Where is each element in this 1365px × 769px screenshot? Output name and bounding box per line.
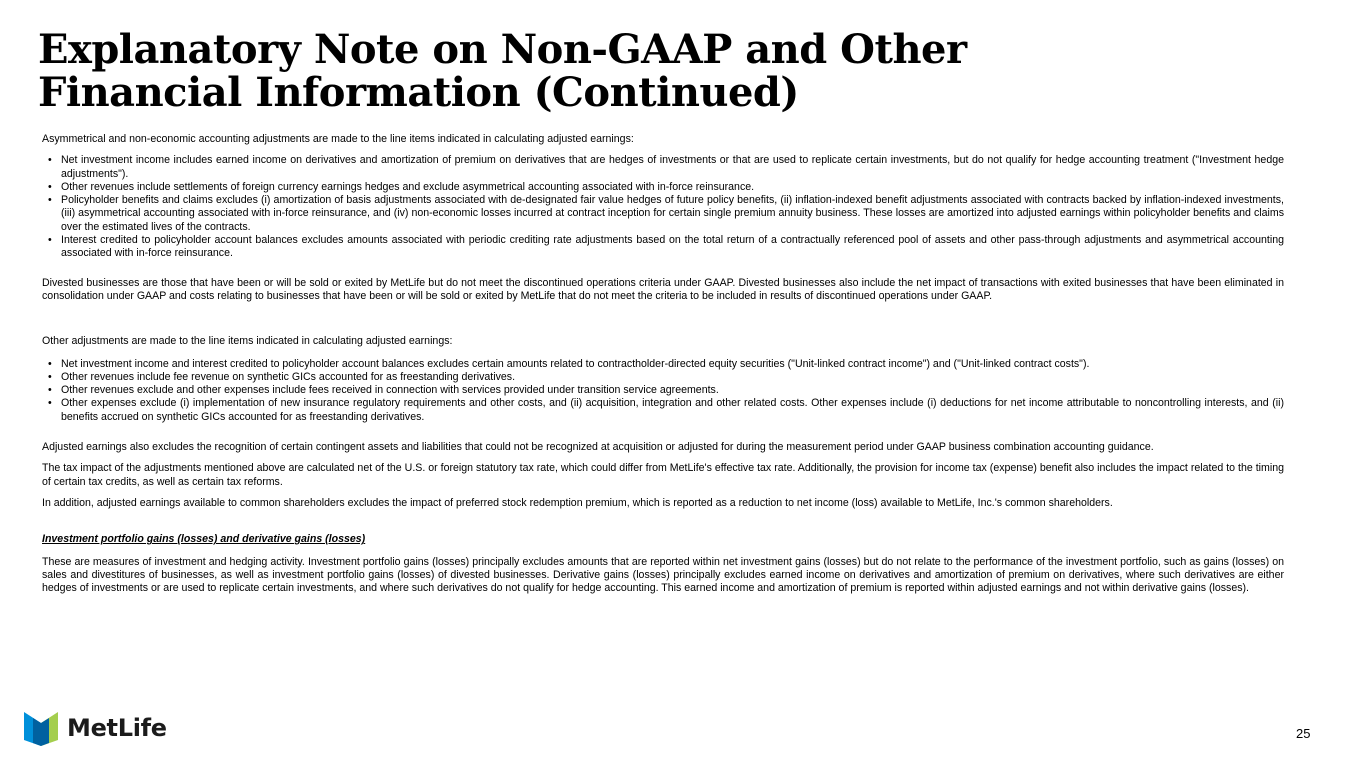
list-item: • Other revenues include fee revenue on synthetic GICs accounted for as freestanding derivatives. [42, 371, 1284, 384]
divested-paragraph: Divested businesses are those that have been or will be sold or exited by MetLife but do not meet the discontinued operations criteria under GAAP. Divested businesses also include the net impact of transactions with exited businesses that have been eliminated in consolidation under GAAP and costs relating to businesses that have been or will be sold or exited by MetLife that do not meet the criteria to be included in results of discontinued operations under GAAP. [42, 276, 1284, 302]
asymmetrical-intro: Asymmetrical and non-economic accounting adjustments are made to the line items indicated in calculating adjusted earnings: [42, 133, 634, 145]
investment-heading: Investment portfolio gains (losses) and derivative gains (losses) [42, 533, 366, 546]
list-item: • Net investment income includes earned income on derivatives and amortization of premium on derivatives that are hedges of investments or that are used to replicate certain investments, but do not qualify for hedge accounting treatment ("Investment hedge adjustments"). [42, 154, 1284, 181]
list-item: • Net investment income and interest credited to policyholder account balances excludes certain amounts related to contractholder-directed equity securities ("Unit-linked contract income") and ("Unit-linked contract costs"). [42, 358, 1284, 371]
list-item: • Other revenues exclude and other expenses include fees received in connection with services provided under transition service agreements. [42, 384, 1284, 397]
list-item: • Other revenues include settlements of foreign currency earnings hedges and exclude asymmetrical accounting associated with in-force reinsurance. [42, 181, 1284, 194]
contingent-paragraph: Adjusted earnings also excludes the recognition of certain contingent assets and liabilities that could not be recognized at acquisition or adjusted for during the measurement period under GAAP business combination accounting guidance. [42, 441, 1154, 454]
list-item: • Other expenses exclude (i) implementation of new insurance regulatory requirements and other costs, and (ii) acquisition, integration and other related costs. Other expenses include (i) deductions for net income attributable to noncontrolling interests, and (ii) benefits accrued on synthetic GICs accounted for as freestanding derivatives. [42, 397, 1284, 424]
page-number: 25 [1296, 726, 1311, 741]
logo-wordmark: MetLife [67, 714, 167, 742]
list-item: • Policyholder benefits and claims excludes (i) amortization of basis adjustments associated with de-designated fair value hedges of future policy benefits, (ii) inflation-indexed benefit adjustments associated with contracts backed by inflation-indexed investments, (iii) asymmetrical accounting associated with in-force reinsurance, and (iv) non-economic losses incurred at contract inception for certain single premium annuity business. These losses are amortized into adjusted earnings within policyholder benefits and claims over the estimated lives of the contracts. [42, 194, 1284, 234]
page-title: Explanatory Note on Non-GAAP and Other Financial Information (Continued) [38, 26, 967, 116]
asymmetrical-list [42, 154, 1284, 260]
list-item: • Interest credited to policyholder account balances excludes amounts associated with periodic crediting rate adjustments based on the total return of a contractually referenced pool of assets and other pass-through adjustments and asymmetrical accounting associated with in-force reinsurance. [42, 234, 1284, 261]
investment-paragraph: These are measures of investment and hedging activity. Investment portfolio gains (losses) principally excludes amounts that are reported within net investment gains (losses) but do not relate to the performance of the investment portfolio, such as gains (losses) on sales and divestitures of businesses, as well as investment portfolio gains (losses) of divested businesses. Derivative gains (losses) principally excludes earned income on derivatives and amortization of premium on derivatives, where such derivatives are either hedges of investments or are used to replicate certain investments, and where such derivatives do not qualify for hedge accounting. This earned income and amortization of premium is reported within adjusted earnings and not within derivative gains (losses). [42, 555, 1284, 595]
other-list [42, 358, 1284, 424]
content-body [42, 133, 1284, 595]
metlife-logo [24, 710, 167, 746]
metlife-logo-icon [24, 710, 58, 746]
other-intro: Other adjustments are made to the line items indicated in calculating adjusted earnings: [42, 335, 453, 348]
tax-paragraph: The tax impact of the adjustments mentioned above are calculated net of the U.S. or foreign statutory tax rate, which could differ from MetLife's effective tax rate. Additionally, the provision for income tax (expense) benefit also includes the impact related to the timing of certain tax credits, as well as certain tax reforms. [42, 462, 1284, 488]
preferred-paragraph: In addition, adjusted earnings available to common shareholders excludes the impact of preferred stock redemption premium, which is reported as a reduction to net income (loss) available to MetLife, Inc.'s common shareholders. [42, 496, 1113, 509]
